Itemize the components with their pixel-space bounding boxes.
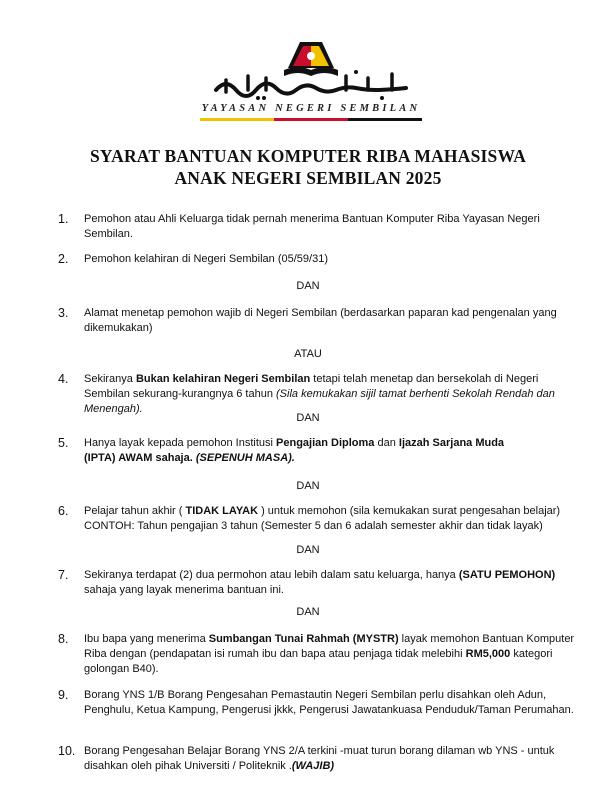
item-text: Pemohon atau Ahli Keluarga tidak pernah menerima Bantuan Komputer Riba Yayasan Negeri Sembilan.	[84, 213, 540, 240]
item-text: Hanya layak kepada pemohon Institusi Pengajian Diploma dan Ijazah Sarjana Muda (IPTA) AWAM sahaja. (SEPENUH MASA).	[84, 437, 505, 464]
page-title-line1: SYARAT BANTUAN KOMPUTER RIBA MAHASISWA	[89, 146, 527, 166]
list-item	[58, 372, 578, 417]
item-number: 10.	[58, 744, 76, 758]
item-number: 4.	[58, 372, 69, 386]
item-text: Borang YNS 1/B Borang Pengesahan Pemastautin Negeri Sembilan perlu disahkan oleh Adun, Penghulu, Ketua Kampung, Pengerusi jkkk, Pengerusi Jawatankuasa Penduduk/Taman Perumahan.	[84, 689, 574, 716]
item-number: 2.	[58, 252, 69, 266]
item-text: Sekiranya Bukan kelahiran Negeri Sembilan tetapi telah menetap dan bersekolah di Negeri Sembilan sekurang-kurangnya 6 tahun (Sila kemukakan sijil tamat berhenti Sekolah Rendah dan Menengah).	[84, 373, 555, 415]
separator: DAN	[296, 280, 320, 292]
list-item	[58, 688, 578, 718]
separator: DAN	[296, 412, 320, 424]
list-item	[58, 212, 578, 242]
list-item	[58, 744, 578, 774]
separator: DAN	[296, 606, 320, 618]
list-item	[58, 436, 578, 466]
list-item	[58, 568, 578, 598]
yayasan-logo	[196, 28, 426, 128]
separator: DAN	[296, 480, 320, 492]
item-text: Borang Pengesahan Belajar Borang YNS 2/A terkini -muat turun borang dilaman wb YNS - untuk disahkan oleh pihak Universiti / Politeknik .(WAJIB)	[84, 745, 555, 772]
item-number: 8.	[58, 632, 69, 646]
list-item	[58, 252, 578, 267]
item-text: Alamat menetap pemohon wajib di Negeri Sembilan (berdasarkan paparan kad pengenalan yang dikemukakan)	[84, 307, 557, 334]
item-number: 9.	[58, 688, 69, 702]
logo-color-rule	[200, 118, 422, 121]
list-item	[58, 504, 578, 534]
list-item	[58, 632, 578, 677]
item-number: 1.	[58, 212, 69, 226]
page-title-line2: ANAK NEGERI SEMBILAN 2025	[174, 168, 442, 188]
item-text: Sekiranya terdapat (2) dua permohon atau lebih dalam satu keluarga, hanya (SATU PEMOHON) sahaja yang layak menerima bantuan ini.	[84, 569, 556, 596]
item-number: 5.	[58, 436, 69, 450]
item-text: Ibu bapa yang menerima Sumbangan Tunai Rahmah (MYSTR) layak memohon Bantuan Komputer Riba dengan (pendapatan isi rumah ibu dan bapa atau penjaga tidak melebihi RM5,000 kategori golongan B40).	[84, 633, 575, 675]
item-number: 3.	[58, 306, 69, 320]
list-item	[58, 306, 578, 336]
book-emblem-icon	[196, 28, 426, 106]
separator: DAN	[296, 544, 320, 556]
logo-text: YAYASAN NEGERI SEMBILAN	[201, 103, 421, 114]
item-number: 6.	[58, 504, 69, 518]
item-text: Pemohon kelahiran di Negeri Sembilan (05/59/31)	[84, 253, 328, 265]
separator: ATAU	[294, 348, 322, 360]
item-text: Pelajar tahun akhir ( TIDAK LAYAK ) untuk memohon (sila kemukakan surat pengesahan belajar) CONTOH: Tahun pengajian 3 tahun (Semester 5 dan 6 adalah semester akhir dan tidak layak)	[84, 505, 561, 532]
item-number: 7.	[58, 568, 69, 582]
